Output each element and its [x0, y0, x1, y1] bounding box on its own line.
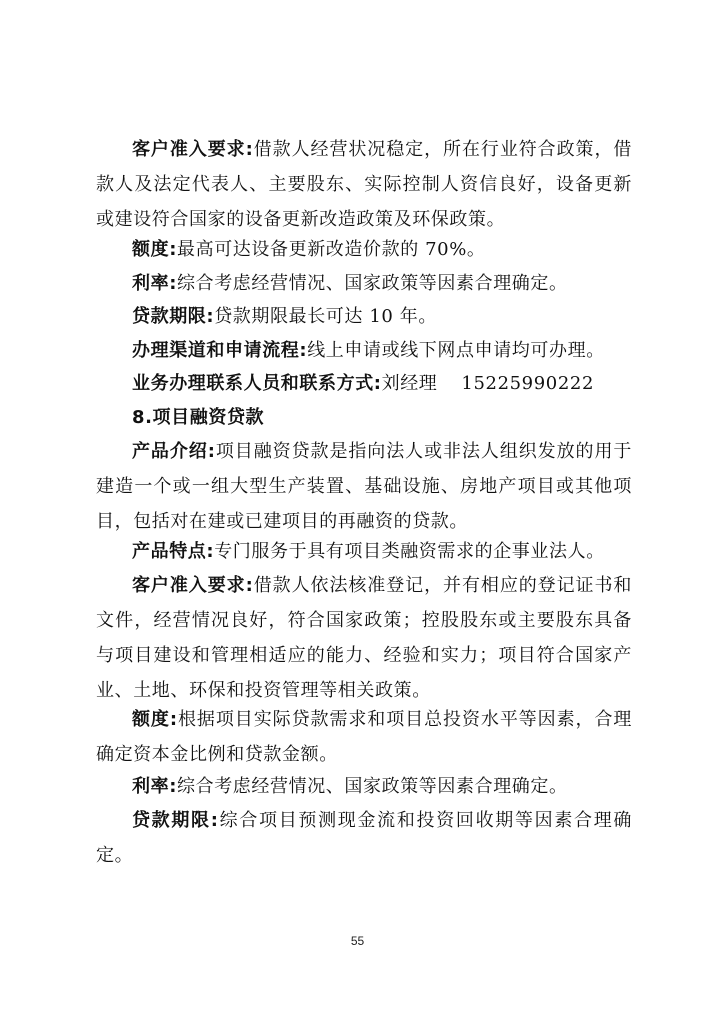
s8-customer-requirements — [96, 568, 632, 708]
s8-rate — [96, 769, 632, 804]
s8-term-label: 贷款期限: — [132, 810, 219, 831]
s7-customer-requirements-label: 客户准入要求: — [132, 139, 254, 160]
s8-amount-label: 额度: — [132, 709, 178, 730]
s8-intro-text: 项目融资贷款是指向法人或非法人组织发放的用于建造一个或一组大型生产装置、基础设施、房地产项目或其他项目，包括对在建或已建项目的再融资的贷款。 — [96, 441, 633, 532]
s7-rate-text: 综合考虑经营情况、国家政策等因素合理确定。 — [177, 273, 568, 294]
s8-features-label: 产品特点: — [132, 541, 215, 562]
s8-customer-requirements-text: 借款人依法核准登记，并有相应的登记证书和文件，经营情况良好，符合国家政策；控股股东或主要股东具备与项目建设和管理相适应的能力、经验和实力；项目符合国家产业、土地、环保和投资管理等相关政策。 — [96, 575, 632, 701]
s7-channel — [96, 333, 632, 368]
s8-rate-label: 利率: — [132, 776, 177, 797]
s7-contact-phone: 15225990222 — [461, 373, 594, 394]
s7-term-label: 贷款期限: — [132, 306, 215, 327]
s8-term — [96, 803, 632, 873]
s8-customer-requirements-label: 客户准入要求: — [132, 575, 254, 596]
s7-contact-name: 刘经理 — [381, 373, 438, 394]
s7-contact-label: 业务办理联系人员和联系方式: — [132, 373, 382, 394]
s8-amount — [96, 702, 632, 772]
s7-channel-label: 办理渠道和申请流程: — [132, 340, 308, 361]
s8-features-text: 专门服务于具有项目类融资需求的企事业法人。 — [214, 541, 605, 562]
s7-rate — [96, 266, 632, 301]
s8-amount-text: 根据项目实际贷款需求和项目总投资水平等因素，合理确定资本金比例和贷款金额。 — [96, 709, 633, 765]
s8-rate-text: 综合考虑经营情况、国家政策等因素合理确定。 — [177, 776, 568, 797]
s7-amount — [96, 232, 632, 267]
s7-rate-label: 利率: — [132, 273, 177, 294]
section-8-heading: 8.项目融资贷款 — [132, 407, 265, 428]
s8-term-text: 综合项目预测现金流和投资回收期等因素合理确定。 — [96, 810, 632, 866]
s7-term-text: 贷款期限最长可达 10 年。 — [214, 306, 437, 327]
s7-amount-label: 额度: — [132, 239, 177, 260]
s8-intro — [96, 434, 632, 539]
s7-term — [96, 299, 632, 334]
s8-intro-label: 产品介绍: — [132, 441, 216, 462]
s7-customer-requirements — [96, 132, 632, 237]
s7-amount-text: 最高可达设备更新改造价款的 70%。 — [177, 239, 486, 260]
page-number: 55 — [350, 934, 365, 948]
s7-channel-text: 线上申请或线下网点申请均可办理。 — [307, 340, 605, 361]
s7-contact — [96, 366, 632, 401]
s8-features — [96, 534, 632, 569]
s7-customer-requirements-text: 借款人经营状况稳定，所在行业符合政策，借款人及法定代表人、主要股东、实际控制人资信良好，设备更新或建设符合国家的设备更新改造政策及环保政策。 — [96, 139, 632, 230]
